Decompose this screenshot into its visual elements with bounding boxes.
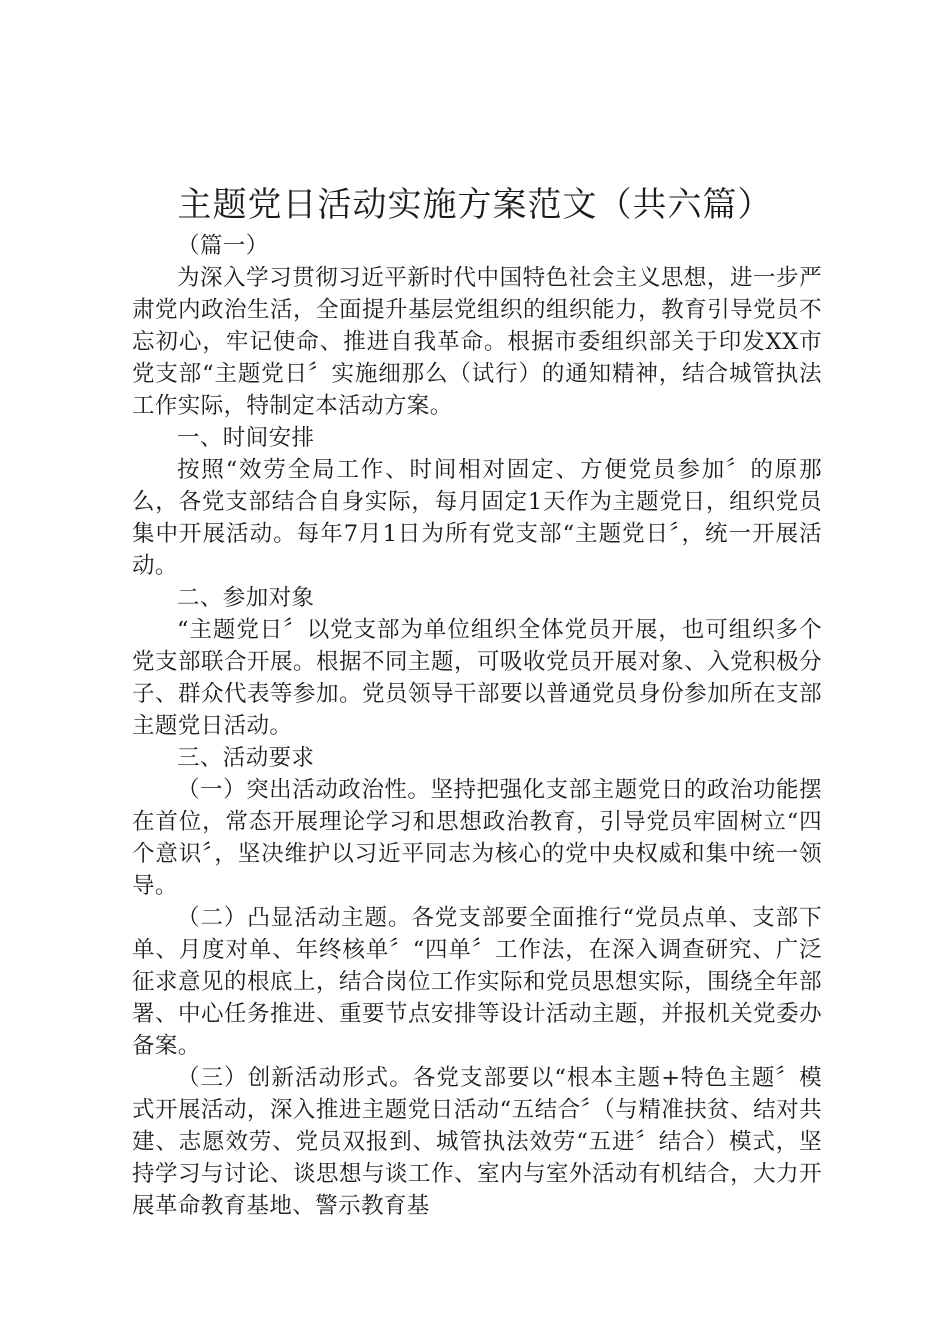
document-body [132,230,822,1222]
requirement-two-paragraph: （二）凸显活动主题。各党支部要全面推行“党员点单、支部下单、月度对单、年终核单〞“四单〞工作法，在深入调查研究、广泛征求意见的根底上，结合岗位工作实际和党员思想实际，围绕全年部署、中心任务推进、重要节点安排等设计活动主题，并报机关党委办备案。 [132,905,822,1059]
heading-time-arrangement: 一、时间安排 [177,425,315,451]
heading-participants: 二、参加对象 [177,585,315,611]
time-arrangement-paragraph: 按照“效劳全局工作、时间相对固定、方便党员参加〞的原那么，各党支部结合自身实际，每月固定1天作为主题党日，组织党员集中开展活动。每年7月1日为所有党支部“主题党日〞，统一开展活动。 [132,457,822,579]
section-label-part-one: （篇一） [177,233,269,259]
intro-paragraph: 为深入学习贯彻习近平新时代中国特色社会主义思想，进一步严肃党内政治生活，全面提升基层党组织的组织能力，教育引导党员不忘初心，牢记使命、推进自我革命。根据市委组织部关于印发XX市党支部“主题党日〞实施细那么（试行）的通知精神，结合城管执法工作实际，特制定本活动方案。 [132,265,822,419]
heading-requirements: 三、活动要求 [177,745,315,771]
participants-paragraph: “主题党日〞以党支部为单位组织全体党员开展，也可组织多个党支部联合开展。根据不同主题，可吸收党员开展对象、入党积极分子、群众代表等参加。党员领导干部要以普通党员身份参加所在支部主题党日活动。 [132,617,822,739]
document-title: 主题党日活动实施方案范文（共六篇） [177,185,773,225]
requirement-three-paragraph: （三）创新活动形式。各党支部要以“根本主题+特色主题〞模式开展活动，深入推进主题党日活动“五结合〞（与精准扶贫、结对共建、志愿效劳、党员双报到、城管执法效劳“五进〞结合）模式，坚持学习与讨论、谈思想与谈工作、室内与室外活动有机结合，大力开展革命教育基地、警示教育基 [132,1065,822,1219]
requirement-one-paragraph: （一）突出活动政治性。坚持把强化支部主题党日的政治功能摆在首位，常态开展理论学习和思想政治教育，引导党员牢固树立“四个意识〞，坚决维护以习近平同志为核心的党中央权威和集中统一领导。 [132,777,822,899]
